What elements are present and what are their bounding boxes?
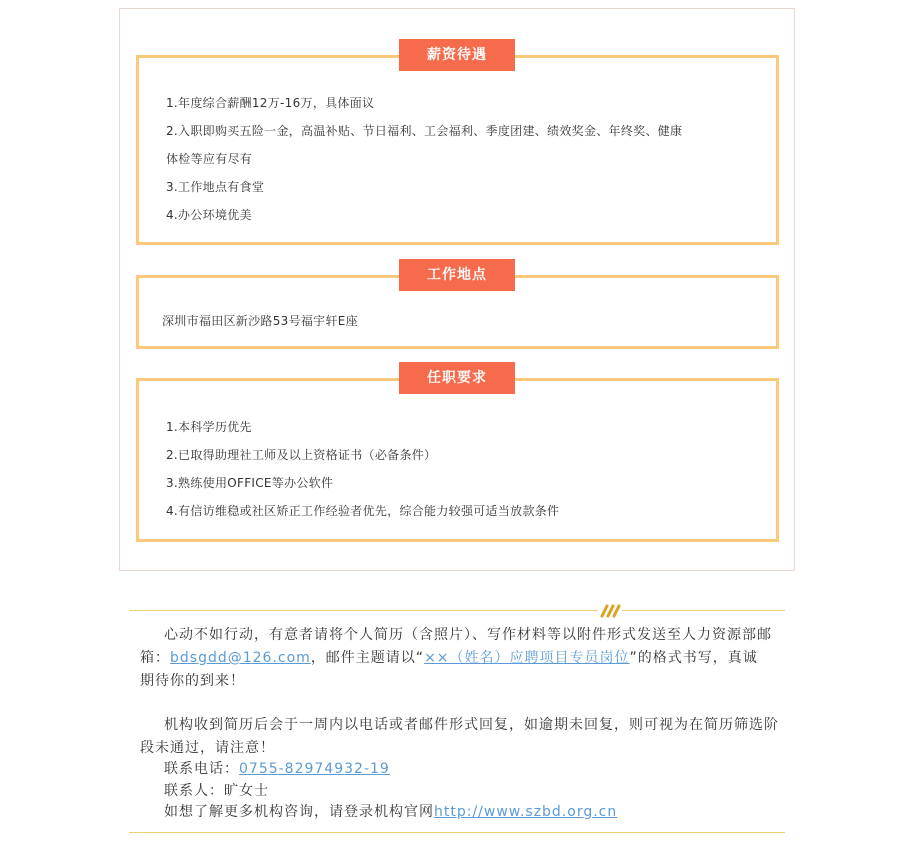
- email-link[interactable]: bdsgdd@126.com: [170, 650, 311, 666]
- bottom-divider: [129, 832, 785, 833]
- website-label: 如想了解更多机构咨询，请登录机构官网: [164, 804, 434, 820]
- location-title: 工作地点: [399, 259, 515, 291]
- phone-label: 联系电话：: [164, 761, 239, 777]
- requirement-item: 1.本科学历优先: [166, 420, 252, 434]
- salary-item: 3.工作地点有食堂: [166, 180, 265, 194]
- reply-paragraph-line: 段未通过，请注意！: [140, 740, 275, 756]
- requirement-item: 4.有信访维稳或社区矫正工作经验者优先，综合能力较强可适当放款条件: [166, 504, 560, 518]
- website-line: [164, 801, 804, 824]
- salary-title: 薪资待遇: [399, 39, 515, 71]
- salary-item: 1.年度综合薪酬12万-16万，具体面议: [166, 96, 375, 110]
- salary-item: 2.入职即购买五险一金，高温补贴、节日福利、工会福利、季度团建、绩效奖金、年终奖、健康: [166, 124, 683, 138]
- requirement-item: 3.熟练使用OFFICE等办公软件: [166, 476, 334, 490]
- salary-item: 体检等应有尽有: [166, 152, 253, 166]
- contact-paragraph-line: [140, 647, 780, 670]
- person-line: [164, 780, 804, 803]
- requirements-title: 任职要求: [399, 362, 515, 394]
- phone-line: [164, 758, 804, 781]
- person-name: 旷女士: [224, 783, 269, 799]
- requirement-item: 2.已取得助理社工师及以上资格证书（必备条件）: [166, 448, 437, 462]
- salary-item: 4.办公环境优美: [166, 208, 252, 222]
- website-link[interactable]: http://www.szbd.org.cn: [434, 804, 618, 820]
- person-label: 联系人：: [164, 783, 224, 799]
- subject-suffix: ”的格式书写，真诚: [629, 650, 758, 666]
- subject-label: ，邮件主题请以“: [310, 650, 425, 666]
- contact-paragraph-line: 心动不如行动，有意者请将个人简历（含照片）、写作材料等以附件形式发送至人力资源部邮: [164, 627, 772, 643]
- email-label: 箱：: [140, 650, 170, 666]
- phone-link[interactable]: 0755-82974932-19: [239, 761, 390, 777]
- reply-paragraph-line: 机构收到简历后会于一周内以电话或者邮件形式回复，如逾期未回复，则可视为在简历筛选阶: [164, 717, 779, 733]
- subject-format-link[interactable]: ××（姓名）应聘项目专员岗位: [424, 650, 630, 666]
- contact-paragraph-line: 期待你的到来！: [140, 673, 245, 689]
- top-divider: [129, 610, 785, 611]
- location-address: 深圳市福田区新沙路53号福宇轩E座: [162, 314, 358, 328]
- decorative-slash-icon: [598, 604, 622, 618]
